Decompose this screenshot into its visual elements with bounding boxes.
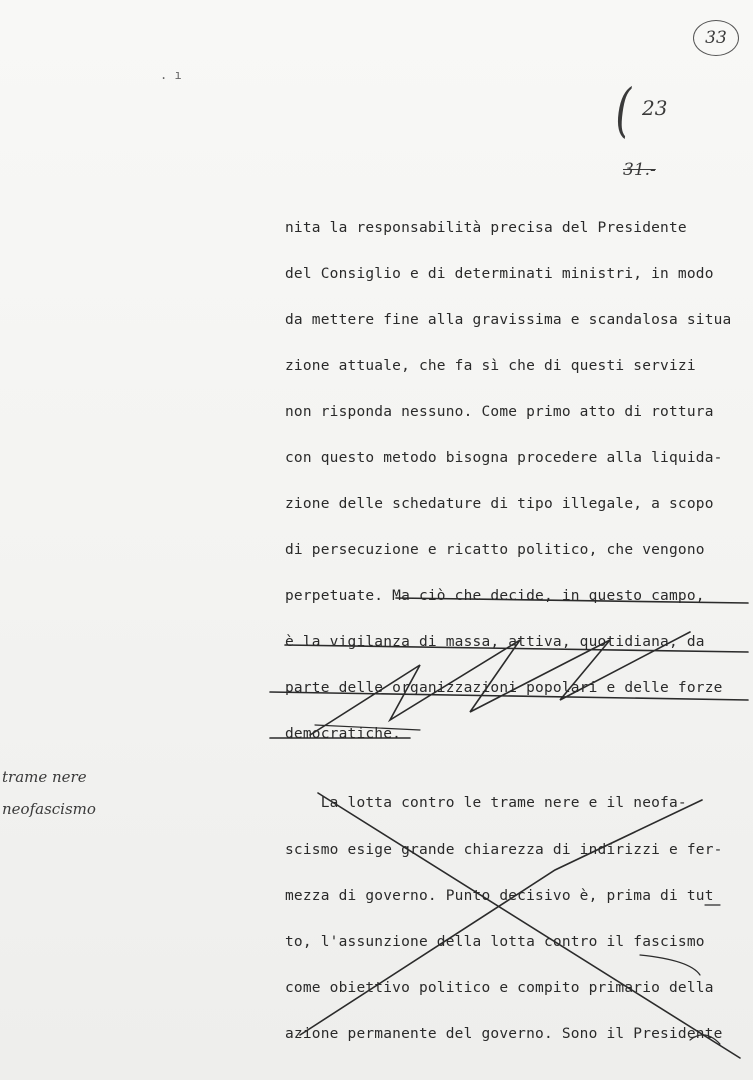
text-line: La lotta contro le trame nere e il neofa- bbox=[285, 795, 687, 811]
text-line: di persecuzione e ricatto politico, che vengono bbox=[285, 542, 705, 558]
margin-note-line-1: trame nere bbox=[2, 768, 87, 786]
text-line: to, l'assunzione della lotta contro il fascismo bbox=[285, 934, 705, 950]
text-line: è la vigilanza di massa, attiva, quotidiana, da bbox=[285, 634, 705, 650]
handwritten-bracket: ( bbox=[615, 76, 632, 144]
text-line: zione delle schedature di tipo illegale, a scopo bbox=[285, 496, 714, 512]
handwritten-page-number: 23 bbox=[642, 96, 668, 120]
text-line: democratiche. bbox=[285, 726, 402, 742]
text-line: da mettere fine alla gravissima e scandalosa situa bbox=[285, 312, 732, 328]
margin-note-line-2: neofascismo bbox=[2, 800, 96, 818]
text-line: non risponda nessuno. Come primo atto di rottura bbox=[285, 404, 714, 420]
paper-specks: . ı bbox=[160, 68, 182, 82]
circled-page-number: 33 bbox=[693, 20, 739, 56]
text-line: nita la responsabilità precisa del Presidente bbox=[285, 220, 687, 236]
text-line: parte delle organizzazioni popolari e delle forze bbox=[285, 680, 723, 696]
text-line: perpetuate. Ma ciò che decide, in questo campo, bbox=[285, 588, 705, 604]
text-line: con questo metodo bisogna procedere alla liquida- bbox=[285, 450, 723, 466]
text-line: azione permanente del governo. Sono il Presidente bbox=[285, 1026, 723, 1042]
text-line: mezza di governo. Punto decisivo è, prima di tut bbox=[285, 888, 714, 904]
text-line: del Consiglio e di determinati ministri, in modo bbox=[285, 266, 714, 282]
text-line: zione attuale, che fa sì che di questi servizi bbox=[285, 358, 696, 374]
text-line: come obiettivo politico e compito primario della bbox=[285, 980, 714, 996]
text-line: scismo esige grande chiarezza di indirizzi e fer- bbox=[285, 842, 723, 858]
struck-old-page-number: 31.- bbox=[623, 160, 656, 180]
